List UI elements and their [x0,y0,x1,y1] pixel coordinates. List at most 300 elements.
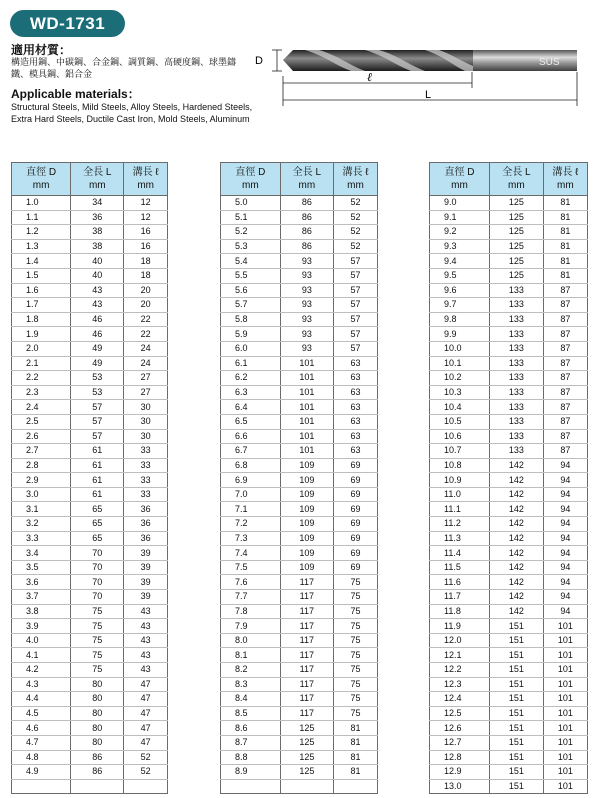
total-length-cell: 57 [71,414,124,429]
flute-length-cell: 75 [334,619,378,634]
diameter-cell: 3.1 [12,502,71,517]
column-header-label: 溝長 ℓ [552,167,579,178]
flute-length-cell: 18 [124,268,168,283]
table-row [430,546,588,561]
flute-length-cell: 94 [543,546,587,561]
total-length-cell: 133 [490,356,544,371]
diameter-cell: 10.6 [430,429,490,444]
diameter-cell: 11.0 [430,487,490,502]
flute-length-cell: 101 [543,765,587,780]
dim-flute-label: ℓ [367,70,372,84]
table-row [12,356,168,371]
column-header [280,163,333,196]
flute-length-cell: 12 [124,196,168,211]
flute-length-cell: 63 [334,356,378,371]
total-length-cell: 80 [71,706,124,721]
total-length-cell: 75 [71,633,124,648]
diameter-cell: 11.1 [430,502,490,517]
total-length-cell: 86 [71,750,124,765]
total-length-cell: 117 [280,575,333,590]
table-row [221,458,378,473]
total-length-cell: 101 [280,385,333,400]
table-row [12,706,168,721]
flute-length-cell: 43 [124,619,168,634]
diameter-cell: 2.5 [12,414,71,429]
table-row [12,414,168,429]
flute-length-cell: 87 [543,429,587,444]
table-row [221,560,378,575]
column-header-unit: mm [241,180,259,191]
total-length-cell: 117 [280,663,333,678]
total-length-cell: 75 [71,663,124,678]
column-header [430,163,490,196]
diameter-cell: 10.8 [430,458,490,473]
column-header-unit: mm [137,180,154,191]
diameter-cell: 4.8 [12,750,71,765]
total-length-cell: 65 [71,517,124,532]
diameter-cell: 8.7 [221,735,281,750]
flute-length-cell: 24 [124,341,168,356]
table-row [221,546,378,561]
total-length-cell: 49 [71,356,124,371]
diameter-cell: 4.6 [12,721,71,736]
flute-length-cell: 75 [334,575,378,590]
table-row [12,633,168,648]
total-length-cell: 151 [490,619,544,634]
flute-length-cell: 20 [124,283,168,298]
diameter-cell: 5.5 [221,268,281,283]
diameter-cell: 9.6 [430,283,490,298]
flute-length-cell: 94 [543,502,587,517]
flute-length-cell: 36 [124,531,168,546]
table-row [12,239,168,254]
total-length-cell: 93 [280,268,333,283]
total-length-cell: 80 [71,677,124,692]
column-header-label: 全長 L [502,167,531,178]
table-row [12,648,168,663]
diameter-cell: 8.8 [221,750,281,765]
total-length-cell: 117 [280,692,333,707]
diameter-cell: 12.7 [430,735,490,750]
table-row [12,590,168,605]
total-length-cell: 117 [280,706,333,721]
total-length-cell: 65 [71,502,124,517]
total-length-cell: 46 [71,312,124,327]
diameter-cell: 7.4 [221,546,281,561]
flute-length-cell: 57 [334,312,378,327]
table-row [12,444,168,459]
table-row [12,473,168,488]
flute-length-cell: 94 [543,604,587,619]
table-row [12,429,168,444]
column-header-label: 溝長 ℓ [132,167,159,178]
flute-length-cell: 22 [124,327,168,342]
drill-illustration [255,40,585,112]
total-length-cell: 70 [71,575,124,590]
total-length-cell: 125 [490,268,544,283]
table-row [221,531,378,546]
diameter-cell: 5.3 [221,239,281,254]
flute-length-cell: 57 [334,327,378,342]
flute-length-cell: 16 [124,225,168,240]
flute-length-cell: 20 [124,298,168,313]
flute-length-cell: 69 [334,458,378,473]
diameter-cell: 5.8 [221,312,281,327]
flute-length-cell: 63 [334,385,378,400]
diameter-cell: 3.2 [12,517,71,532]
flute-length-cell: 75 [334,706,378,721]
table-row [12,619,168,634]
table-row [12,225,168,240]
spec-table-2 [220,162,378,794]
table-row [430,590,588,605]
flute-length-cell: 52 [334,239,378,254]
total-length-cell: 101 [280,400,333,415]
flute-length-cell: 87 [543,312,587,327]
diameter-cell: 8.4 [221,692,281,707]
flute-length-cell: 101 [543,619,587,634]
total-length-cell: 53 [71,371,124,386]
total-length-cell: 109 [280,531,333,546]
total-length-cell: 133 [490,429,544,444]
flute-length-cell: 94 [543,560,587,575]
flute-length-cell: 33 [124,458,168,473]
flute-length-cell: 101 [543,663,587,678]
flute-length-cell: 63 [334,371,378,386]
table-empty-row [12,779,168,794]
diameter-cell: 12.4 [430,692,490,707]
diameter-cell: 10.5 [430,414,490,429]
flute-length-cell: 94 [543,487,587,502]
diameter-cell: 4.3 [12,677,71,692]
total-length-cell: 75 [71,604,124,619]
diameter-cell: 4.0 [12,633,71,648]
empty-cell [334,779,378,794]
diameter-cell: 11.3 [430,531,490,546]
flute-length-cell: 75 [334,692,378,707]
total-length-cell: 151 [490,692,544,707]
total-length-cell: 151 [490,779,544,794]
diameter-cell: 6.5 [221,414,281,429]
diameter-cell: 7.5 [221,560,281,575]
table-row [430,663,588,678]
table-row [430,604,588,619]
diameter-cell: 7.2 [221,517,281,532]
diameter-cell: 7.9 [221,619,281,634]
flute-length-cell: 12 [124,210,168,225]
diameter-cell: 8.6 [221,721,281,736]
table-row [430,268,588,283]
total-length-cell: 117 [280,648,333,663]
total-length-cell: 101 [280,429,333,444]
table-row [221,604,378,619]
diameter-cell: 12.1 [430,648,490,663]
total-length-cell: 133 [490,283,544,298]
diameter-cell: 9.7 [430,298,490,313]
materials-en-list: Structural Steels, Mild Steels, Alloy Steels, Hardened Steels, Extra Hard Steels, Ductile Cast Iron, Mold Steels, Aluminum [11,102,253,124]
total-length-cell: 101 [280,371,333,386]
total-length-cell: 43 [71,298,124,313]
diameter-cell: 5.2 [221,225,281,240]
flute-length-cell: 47 [124,706,168,721]
flute-length-cell: 63 [334,414,378,429]
table-row [12,546,168,561]
flute-length-cell: 69 [334,517,378,532]
table-row [430,531,588,546]
diameter-cell: 2.1 [12,356,71,371]
table-empty-row [221,779,378,794]
total-length-cell: 142 [490,546,544,561]
diameter-cell: 12.5 [430,706,490,721]
total-length-cell: 109 [280,473,333,488]
diameter-cell: 11.2 [430,517,490,532]
table-row [12,298,168,313]
table-row [221,327,378,342]
table-row [221,254,378,269]
total-length-cell: 133 [490,400,544,415]
diameter-cell: 9.0 [430,196,490,211]
table-row [221,341,378,356]
total-length-cell: 34 [71,196,124,211]
flute-length-cell: 75 [334,604,378,619]
diameter-cell: 1.8 [12,312,71,327]
flute-length-cell: 33 [124,473,168,488]
diameter-cell: 4.9 [12,765,71,780]
table-row [221,268,378,283]
table-row [221,385,378,400]
table-row [221,677,378,692]
shank-mark: SUS [539,57,560,68]
diameter-cell: 11.5 [430,560,490,575]
diameter-cell: 3.5 [12,560,71,575]
diameter-cell: 5.7 [221,298,281,313]
total-length-cell: 151 [490,765,544,780]
flute-length-cell: 52 [124,750,168,765]
flute-length-cell: 57 [334,283,378,298]
table-row [12,517,168,532]
diameter-cell: 10.1 [430,356,490,371]
diameter-cell: 8.9 [221,765,281,780]
diameter-cell: 12.0 [430,633,490,648]
column-header-unit: mm [557,180,574,191]
flute-length-cell: 87 [543,371,587,386]
diameter-cell: 7.8 [221,604,281,619]
column-header-unit: mm [508,180,525,191]
flute-length-cell: 52 [124,765,168,780]
total-length-cell: 142 [490,531,544,546]
diameter-cell: 2.0 [12,341,71,356]
flute-length-cell: 75 [334,648,378,663]
table-row [221,735,378,750]
flute-length-cell: 81 [543,254,587,269]
flute-length-cell: 101 [543,633,587,648]
diameter-cell: 1.5 [12,268,71,283]
table-row [430,356,588,371]
flute-length-cell: 101 [543,750,587,765]
total-length-cell: 75 [71,619,124,634]
column-header-unit: mm [298,180,316,191]
diameter-cell: 6.8 [221,458,281,473]
table-row [221,706,378,721]
flute-length-cell: 43 [124,633,168,648]
table-row [430,400,588,415]
total-length-cell: 93 [280,341,333,356]
flute-length-cell: 36 [124,502,168,517]
diameter-cell: 6.4 [221,400,281,415]
total-length-cell: 86 [280,225,333,240]
table-row [430,692,588,707]
table-row [430,706,588,721]
total-length-cell: 142 [490,575,544,590]
diameter-cell: 9.4 [430,254,490,269]
table-header-row [221,163,378,196]
diameter-cell: 11.4 [430,546,490,561]
total-length-cell: 133 [490,341,544,356]
table-row [221,283,378,298]
materials-en-title: Applicable materials： [11,87,140,101]
diameter-cell: 9.3 [430,239,490,254]
diameter-cell: 6.9 [221,473,281,488]
total-length-cell: 151 [490,633,544,648]
total-length-cell: 53 [71,385,124,400]
total-length-cell: 142 [490,473,544,488]
flute-length-cell: 63 [334,429,378,444]
table-row [12,735,168,750]
table-row [430,283,588,298]
diameter-cell: 4.1 [12,648,71,663]
diameter-cell: 2.8 [12,458,71,473]
total-length-cell: 36 [71,210,124,225]
flute-length-cell: 94 [543,517,587,532]
empty-cell [221,779,281,794]
diameter-cell: 12.9 [430,765,490,780]
table-row [221,210,378,225]
table-row [430,677,588,692]
column-header [334,163,378,196]
total-length-cell: 125 [490,239,544,254]
total-length-cell: 93 [280,327,333,342]
total-length-cell: 117 [280,604,333,619]
table-row [12,327,168,342]
total-length-cell: 70 [71,546,124,561]
total-length-cell: 117 [280,619,333,634]
column-header [12,163,71,196]
table-row [221,575,378,590]
flute-length-cell: 27 [124,371,168,386]
diameter-cell: 9.1 [430,210,490,225]
column-header-label: 全長 L [292,167,322,178]
flute-length-cell: 30 [124,400,168,415]
column-header [71,163,124,196]
table-row [430,327,588,342]
column-header-label: 直徑 D [444,167,475,178]
total-length-cell: 142 [490,560,544,575]
flute-length-cell: 81 [334,735,378,750]
flute-length-cell: 69 [334,473,378,488]
diameter-cell: 7.3 [221,531,281,546]
flute-length-cell: 87 [543,444,587,459]
table-row [430,473,588,488]
table-row [221,502,378,517]
total-length-cell: 80 [71,692,124,707]
flute-length-cell: 94 [543,531,587,546]
table-row [12,371,168,386]
flute-length-cell: 101 [543,706,587,721]
total-length-cell: 109 [280,546,333,561]
total-length-cell: 151 [490,677,544,692]
table-row [221,356,378,371]
table-row [430,341,588,356]
table-row [221,400,378,415]
flute-length-cell: 39 [124,575,168,590]
diameter-cell: 5.0 [221,196,281,211]
flute-length-cell: 27 [124,385,168,400]
total-length-cell: 133 [490,298,544,313]
total-length-cell: 93 [280,254,333,269]
model-badge: WD-1731 [10,10,125,37]
flute-length-cell: 81 [543,268,587,283]
table-row [221,750,378,765]
total-length-cell: 142 [490,487,544,502]
flute-length-cell: 101 [543,677,587,692]
column-header [221,163,281,196]
diameter-cell: 1.4 [12,254,71,269]
diameter-cell: 13.0 [430,779,490,794]
flute-length-cell: 81 [334,750,378,765]
diameter-cell: 2.9 [12,473,71,488]
diameter-cell: 9.2 [430,225,490,240]
column-header [124,163,168,196]
total-length-cell: 142 [490,458,544,473]
diameter-cell: 11.7 [430,590,490,605]
total-length-cell: 86 [71,765,124,780]
total-length-cell: 125 [280,721,333,736]
diameter-cell: 10.4 [430,400,490,415]
table-row [430,371,588,386]
table-row [12,765,168,780]
table-row [12,196,168,211]
flute-length-cell: 101 [543,735,587,750]
flute-length-cell: 87 [543,356,587,371]
diameter-cell: 5.4 [221,254,281,269]
table-row [12,663,168,678]
table-row [12,254,168,269]
flute-length-cell: 87 [543,385,587,400]
total-length-cell: 61 [71,487,124,502]
total-length-cell: 43 [71,283,124,298]
table-row [12,692,168,707]
table-row [430,225,588,240]
table-row [430,487,588,502]
table-row [221,692,378,707]
column-header-unit: mm [451,180,468,191]
table-row [221,517,378,532]
flute-length-cell: 43 [124,663,168,678]
diameter-cell: 4.5 [12,706,71,721]
table-row [12,677,168,692]
flute-length-cell: 87 [543,283,587,298]
flute-length-cell: 47 [124,692,168,707]
table-row [221,429,378,444]
table-row [430,779,588,794]
total-length-cell: 86 [280,196,333,211]
total-length-cell: 151 [490,721,544,736]
flute-length-cell: 81 [334,765,378,780]
table-row [430,385,588,400]
flute-length-cell: 75 [334,663,378,678]
total-length-cell: 109 [280,487,333,502]
total-length-cell: 40 [71,268,124,283]
